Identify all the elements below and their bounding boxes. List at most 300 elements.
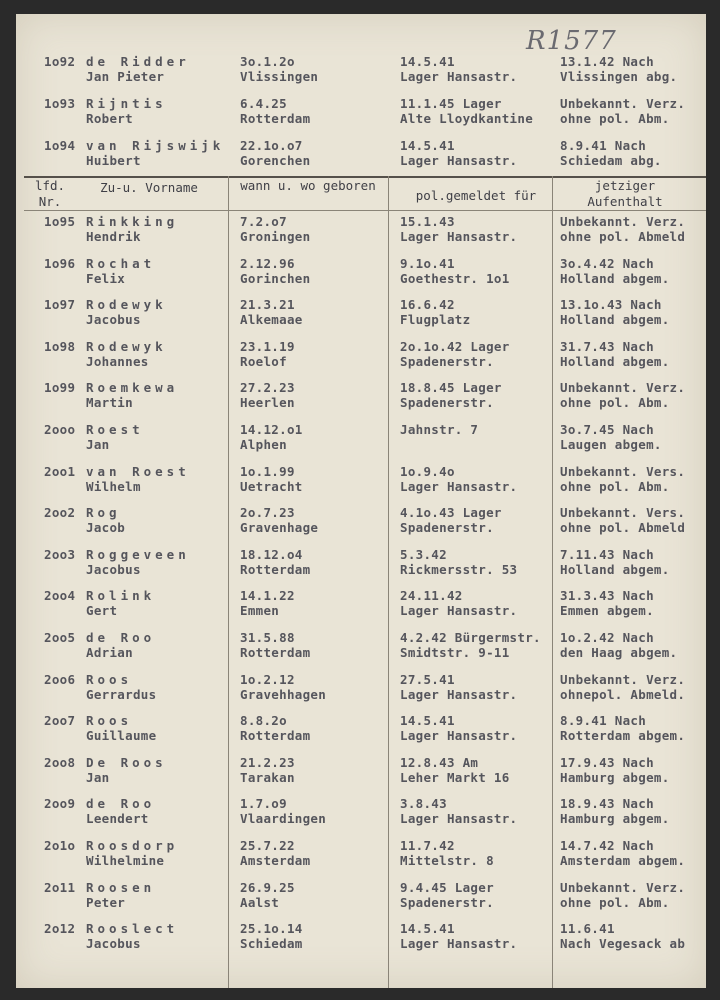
current-residence [560, 672, 685, 702]
person-name [86, 630, 155, 660]
residence-line-1: 13.1o.43 Nach [560, 297, 662, 313]
given-name: Jacobus [86, 936, 141, 952]
header-col-birth: wann u. wo geboren [240, 178, 376, 193]
birth-date: 2o.7.23 [240, 505, 295, 521]
given-name: Jan Pieter [86, 69, 165, 84]
registration-line-2: Lager Hansastr. [400, 478, 518, 494]
current-residence [560, 339, 670, 369]
register-row [16, 713, 706, 753]
entry-number: 2oo8 [44, 754, 76, 770]
residence-line-1: 7.11.43 Nach [560, 546, 654, 562]
residence-line-2: Emmen abgem. [560, 603, 654, 619]
birth-place: Alphen [240, 437, 287, 452]
birth-date: 14.1.22 [240, 588, 295, 604]
register-row [16, 796, 706, 836]
birth-date: 31.5.88 [240, 630, 295, 645]
birth-place: Uetracht [240, 478, 303, 494]
residence-line-1: Unbekannt. Verz. [560, 879, 686, 895]
entry-number: 2oo1 [44, 463, 76, 479]
given-name: Wilhelm [86, 478, 141, 494]
given-name: Jacob [86, 520, 126, 536]
person-name [86, 297, 167, 327]
given-name: Adrian [86, 645, 133, 660]
residence-line-1: 31.7.43 Nach [560, 338, 654, 354]
person-name [86, 138, 224, 168]
current-residence [560, 256, 670, 286]
registration-line-1: 27.5.41 [400, 671, 455, 687]
residence-line-2: ohne pol. Abm. [560, 395, 670, 411]
person-name [86, 588, 155, 618]
birth-date: 7.2.o7 [240, 214, 287, 229]
surname: Roest [86, 422, 144, 437]
entry-number: 1o92 [44, 54, 76, 69]
birth-info [240, 54, 318, 84]
registration-line-1: 24.11.42 [400, 588, 463, 604]
birth-info [240, 838, 310, 868]
registration-line-1: 9.1o.41 [400, 255, 455, 271]
birth-info [240, 380, 295, 410]
registration-line-2: Goethestr. 1o1 [400, 270, 510, 286]
residence-line-1: Unbekannt. Vers. [560, 505, 686, 521]
person-name [86, 880, 155, 910]
current-residence [560, 505, 685, 535]
person-name [86, 713, 156, 743]
registration-line-1: 1o.9.4o [400, 463, 455, 479]
registration-line-2: Spadenerstr. [400, 894, 494, 910]
given-name: Gerrardus [86, 686, 157, 702]
person-name [86, 921, 178, 951]
current-residence [560, 838, 685, 868]
registration-line-2: Flugplatz [400, 312, 471, 328]
residence-line-2: Holland abgem. [560, 270, 670, 286]
birth-date: 22.1o.o7 [240, 138, 303, 153]
person-name [86, 422, 144, 452]
person-name [86, 505, 125, 535]
police-registration [400, 713, 517, 743]
given-name: Martin [86, 395, 133, 411]
current-residence [560, 630, 677, 660]
birth-date: 1o.1.99 [240, 463, 295, 479]
birth-date: 14.12.o1 [240, 422, 303, 437]
birth-info [240, 505, 318, 535]
residence-line-1: Unbekannt. Vers. [560, 463, 686, 479]
registration-line-1: 14.5.41 [400, 921, 455, 937]
document-sheet [16, 14, 706, 988]
person-name [86, 547, 190, 577]
registration-line-2: Lager Hansastr. [400, 69, 518, 84]
police-registration [400, 838, 494, 868]
entry-number: 2oo5 [44, 630, 76, 645]
register-row [16, 547, 706, 587]
header-col-nr: lfd. Nr. [34, 178, 66, 209]
register-row [16, 672, 706, 712]
given-name: Jan [86, 769, 110, 785]
person-name [86, 214, 178, 244]
current-residence [560, 138, 662, 168]
birth-info [240, 796, 326, 826]
residence-line-2: Amsterdam abgem. [560, 853, 686, 868]
birth-date: 25.7.22 [240, 838, 295, 853]
current-residence [560, 464, 685, 494]
birth-info [240, 588, 295, 618]
surname: Rolink [86, 588, 156, 604]
birth-date: 1.7.o9 [240, 796, 287, 812]
entry-number: 1o94 [44, 138, 76, 153]
register-row [16, 96, 706, 136]
residence-line-1: 1o.2.42 Nach [560, 630, 654, 645]
reference-mark: R1577 [526, 26, 617, 56]
birth-place: Gravehhagen [240, 686, 327, 702]
entry-number: 1o98 [44, 338, 76, 354]
birth-place: Schiedam [240, 936, 303, 952]
person-name [86, 256, 155, 286]
entry-number: 2oo2 [44, 505, 76, 521]
given-name: Huibert [86, 153, 141, 168]
residence-line-1: 8.9.41 Nach [560, 138, 647, 153]
police-registration [400, 505, 502, 535]
birth-info [240, 921, 303, 951]
given-name: Jacobus [86, 561, 141, 577]
birth-date: 6.4.25 [240, 96, 287, 111]
given-name: Johannes [86, 353, 149, 369]
registration-line-1: Jahnstr. 7 [400, 422, 479, 437]
registration-line-2: Leher Markt 16 [400, 769, 510, 785]
entry-number: 2oo9 [44, 796, 76, 812]
surname: Rijntis [86, 96, 167, 111]
birth-info [240, 422, 303, 452]
birth-place: Gravenhage [240, 520, 319, 536]
person-name [86, 380, 178, 410]
birth-place: Rotterdam [240, 111, 311, 126]
current-residence [560, 880, 685, 910]
surname: Roosen [86, 879, 156, 895]
current-residence [560, 547, 670, 577]
registration-line-1: 2o.1o.42 Lager [400, 338, 510, 354]
birth-place: Heerlen [240, 395, 295, 411]
register-row [16, 138, 706, 178]
surname: Roemkewa [86, 380, 179, 396]
birth-place: Roelof [240, 353, 287, 369]
register-row [16, 838, 706, 878]
birth-info [240, 672, 326, 702]
entry-number: 1o97 [44, 297, 76, 313]
birth-place: Emmen [240, 603, 280, 619]
registration-line-1: 5.3.42 [400, 546, 447, 562]
current-residence [560, 755, 670, 785]
residence-line-1: 17.9.43 Nach [560, 754, 654, 770]
birth-info [240, 297, 303, 327]
surname: de Roo [86, 630, 156, 645]
header-col-current: jetziger Aufenthalt [587, 178, 663, 209]
registration-line-1: 14.5.41 [400, 54, 455, 69]
residence-line-2: ohne pol. Abmeld [560, 520, 686, 536]
registration-line-1: 3.8.43 [400, 796, 447, 812]
residence-line-1: 14.7.42 Nach [560, 838, 654, 853]
register-row [16, 214, 706, 254]
given-name: Leendert [86, 811, 149, 827]
current-residence [560, 54, 677, 84]
current-residence [560, 214, 685, 244]
person-name [86, 464, 190, 494]
birth-info [240, 630, 310, 660]
given-name: Felix [86, 270, 126, 286]
current-residence [560, 713, 685, 743]
entry-number: 2o11 [44, 879, 76, 895]
register-row [16, 505, 706, 545]
police-registration [400, 880, 494, 910]
person-name [86, 796, 155, 826]
birth-date: 8.8.2o [240, 713, 287, 729]
residence-line-2: Vlissingen abg. [560, 69, 678, 84]
birth-info [240, 464, 303, 494]
header-bottom-rule [24, 210, 706, 211]
entry-number: 1o95 [44, 214, 76, 229]
residence-line-1: 8.9.41 Nach [560, 713, 647, 729]
residence-line-2: Laugen abgem. [560, 437, 662, 452]
surname: De Roos [86, 754, 167, 770]
register-row [16, 921, 706, 961]
registration-line-2: Lager Hansastr. [400, 153, 518, 168]
police-registration [400, 138, 517, 168]
entry-number: 2ooo [44, 422, 76, 437]
residence-line-2: Nach Vegesack ab [560, 936, 686, 952]
given-name: Hendrik [86, 229, 141, 244]
given-name: Guillaume [86, 728, 157, 744]
registration-line-1: 9.4.45 Lager [400, 879, 494, 895]
person-name [86, 755, 167, 785]
residence-line-1: Unbekannt. Verz. [560, 96, 686, 111]
birth-info [240, 713, 310, 743]
residence-line-1: 3o.7.45 Nach [560, 422, 654, 437]
residence-line-2: ohnepol. Abmeld. [560, 686, 686, 702]
current-residence [560, 96, 685, 126]
registration-line-2: Lager Hansastr. [400, 728, 518, 744]
registration-line-2: Rickmersstr. 53 [400, 561, 518, 577]
residence-line-1: 31.3.43 Nach [560, 588, 654, 604]
residence-line-2: Holland abgem. [560, 353, 670, 369]
residence-line-2: ohne pol. Abm. [560, 111, 670, 126]
given-name: Gert [86, 603, 118, 619]
register-row [16, 588, 706, 628]
given-name: Robert [86, 111, 133, 126]
person-name [86, 838, 178, 868]
registration-line-1: 12.8.43 Am [400, 754, 479, 770]
birth-info [240, 214, 310, 244]
police-registration [400, 214, 517, 244]
birth-place: Rotterdam [240, 728, 311, 744]
police-registration [400, 547, 517, 577]
surname: Rog [86, 505, 121, 521]
registration-line-1: 14.5.41 [400, 713, 455, 729]
residence-line-2: Rotterdam abgem. [560, 728, 686, 744]
birth-place: Rotterdam [240, 645, 311, 660]
surname: Roos [86, 713, 133, 729]
surname: Rooslect [86, 921, 179, 937]
current-residence [560, 380, 685, 410]
residence-line-2: Holland abgem. [560, 312, 670, 328]
person-name [86, 339, 167, 369]
surname: Rodewyk [86, 297, 167, 313]
entry-number: 1o99 [44, 380, 76, 396]
registration-line-2: Lager Hansastr. [400, 603, 518, 619]
birth-date: 26.9.25 [240, 879, 295, 895]
residence-line-2: den Haag abgem. [560, 645, 678, 660]
residence-line-2: ohne pol. Abmeld [560, 229, 686, 244]
surname: de Ridder [86, 54, 190, 69]
register-row [16, 755, 706, 795]
surname: Roos [86, 671, 133, 687]
registration-line-1: 4.1o.43 Lager [400, 505, 502, 521]
register-row [16, 380, 706, 420]
police-registration [400, 54, 517, 84]
given-name: Peter [86, 894, 126, 910]
birth-info [240, 96, 310, 126]
registration-line-2: Spadenerstr. [400, 520, 494, 536]
header-col-name: Zu-u. Vorname [100, 180, 198, 195]
police-registration [400, 380, 502, 410]
police-registration [400, 672, 517, 702]
birth-place: Rotterdam [240, 561, 311, 577]
registration-line-2: Lager Hansastr. [400, 686, 518, 702]
current-residence [560, 297, 670, 327]
police-registration [400, 96, 533, 126]
residence-line-2: Holland abgem. [560, 561, 670, 577]
residence-line-2: ohne pol. Abm. [560, 894, 670, 910]
birth-date: 2.12.96 [240, 255, 295, 271]
police-registration [400, 339, 510, 369]
given-name: Jacobus [86, 312, 141, 328]
birth-date: 27.2.23 [240, 380, 295, 396]
registration-line-2: Smidtstr. 9-11 [400, 645, 510, 660]
birth-info [240, 339, 295, 369]
registration-line-2: Lager Hansastr. [400, 229, 518, 244]
registration-line-1: 15.1.43 [400, 214, 455, 229]
entry-number: 2o12 [44, 921, 76, 937]
police-registration [400, 256, 510, 286]
registration-line-2: Spadenerstr. [400, 353, 494, 369]
birth-place: Vlaardingen [240, 811, 327, 827]
registration-line-1: 14.5.41 [400, 138, 455, 153]
residence-line-2: ohne pol. Abm. [560, 478, 670, 494]
birth-info [240, 755, 295, 785]
birth-place: Groningen [240, 229, 311, 244]
entry-number: 2oo3 [44, 546, 76, 562]
entry-number: 2oo4 [44, 588, 76, 604]
birth-place: Aalst [240, 894, 280, 910]
birth-place: Vlissingen [240, 69, 319, 84]
person-name [86, 96, 167, 126]
register-row [16, 880, 706, 920]
header-col-pol: pol.gemeldet für [415, 188, 537, 203]
surname: Roggeveen [86, 546, 190, 562]
surname: de Roo [86, 796, 156, 812]
police-registration [400, 630, 541, 660]
birth-date: 25.1o.14 [240, 921, 303, 937]
residence-line-1: 3o.4.42 Nach [560, 255, 654, 271]
register-row [16, 630, 706, 670]
registration-line-2: Lager Hansastr. [400, 936, 518, 952]
current-residence [560, 588, 654, 618]
registration-line-1: 4.2.42 Bürgermstr. [400, 630, 541, 645]
registration-line-1: 16.6.42 [400, 297, 455, 313]
surname: Rinkking [86, 214, 179, 229]
register-row [16, 422, 706, 462]
police-registration [400, 796, 517, 826]
residence-line-1: 18.9.43 Nach [560, 796, 654, 812]
police-registration [400, 588, 517, 618]
birth-date: 1o.2.12 [240, 671, 295, 687]
birth-place: Gorinchen [240, 270, 311, 286]
residence-line-2: Hamburg abgem. [560, 769, 670, 785]
birth-place: Gorenchen [240, 153, 311, 168]
person-name [86, 672, 156, 702]
residence-line-1: Unbekannt. Verz. [560, 380, 686, 396]
birth-date: 18.12.o4 [240, 546, 303, 562]
police-registration [400, 297, 470, 327]
birth-place: Alkemaae [240, 312, 303, 328]
residence-line-1: Unbekannt. Verz. [560, 214, 686, 229]
current-residence [560, 921, 685, 951]
residence-line-2: Schiedam abg. [560, 153, 662, 168]
entry-number: 2oo6 [44, 671, 76, 687]
birth-date: 21.2.23 [240, 754, 295, 770]
birth-place: Amsterdam [240, 853, 311, 868]
registration-line-1: 18.8.45 Lager [400, 380, 502, 396]
registration-line-2: Spadenerstr. [400, 395, 494, 411]
surname: Rochat [86, 255, 156, 271]
birth-info [240, 138, 310, 168]
birth-info [240, 547, 310, 577]
given-name: Wilhelmine [86, 853, 165, 868]
residence-line-1: 11.6.41 [560, 921, 615, 937]
register-row [16, 339, 706, 379]
register-row [16, 256, 706, 296]
registration-line-2: Mittelstr. 8 [400, 853, 494, 868]
residence-line-1: Unbekannt. Verz. [560, 671, 686, 687]
police-registration [400, 464, 517, 494]
residence-line-2: Hamburg abgem. [560, 811, 670, 827]
register-row [16, 297, 706, 337]
birth-date: 21.3.21 [240, 297, 295, 313]
current-residence [560, 796, 670, 826]
surname: Roosdorp [86, 838, 179, 853]
entry-number: 2oo7 [44, 713, 76, 729]
registration-line-1: 11.1.45 Lager [400, 96, 502, 111]
birth-date: 23.1.19 [240, 338, 295, 354]
birth-info [240, 880, 295, 910]
surname: van Roest [86, 463, 190, 479]
register-row [16, 54, 706, 94]
police-registration [400, 755, 510, 785]
registration-line-1: 11.7.42 [400, 838, 455, 853]
birth-info [240, 256, 310, 286]
surname: Rodewyk [86, 338, 167, 354]
birth-date: 3o.1.2o [240, 54, 295, 69]
police-registration [400, 921, 517, 951]
entry-number: 2o1o [44, 838, 76, 853]
registration-line-2: Lager Hansastr. [400, 811, 518, 827]
police-registration [400, 422, 478, 437]
current-residence [560, 422, 662, 452]
birth-place: Tarakan [240, 769, 295, 785]
given-name: Jan [86, 437, 110, 452]
registration-line-2: Alte Lloydkantine [400, 111, 534, 126]
person-name [86, 54, 190, 84]
register-row [16, 464, 706, 504]
entry-number: 1o96 [44, 255, 76, 271]
entry-number: 1o93 [44, 96, 76, 111]
residence-line-1: 13.1.42 Nach [560, 54, 654, 69]
